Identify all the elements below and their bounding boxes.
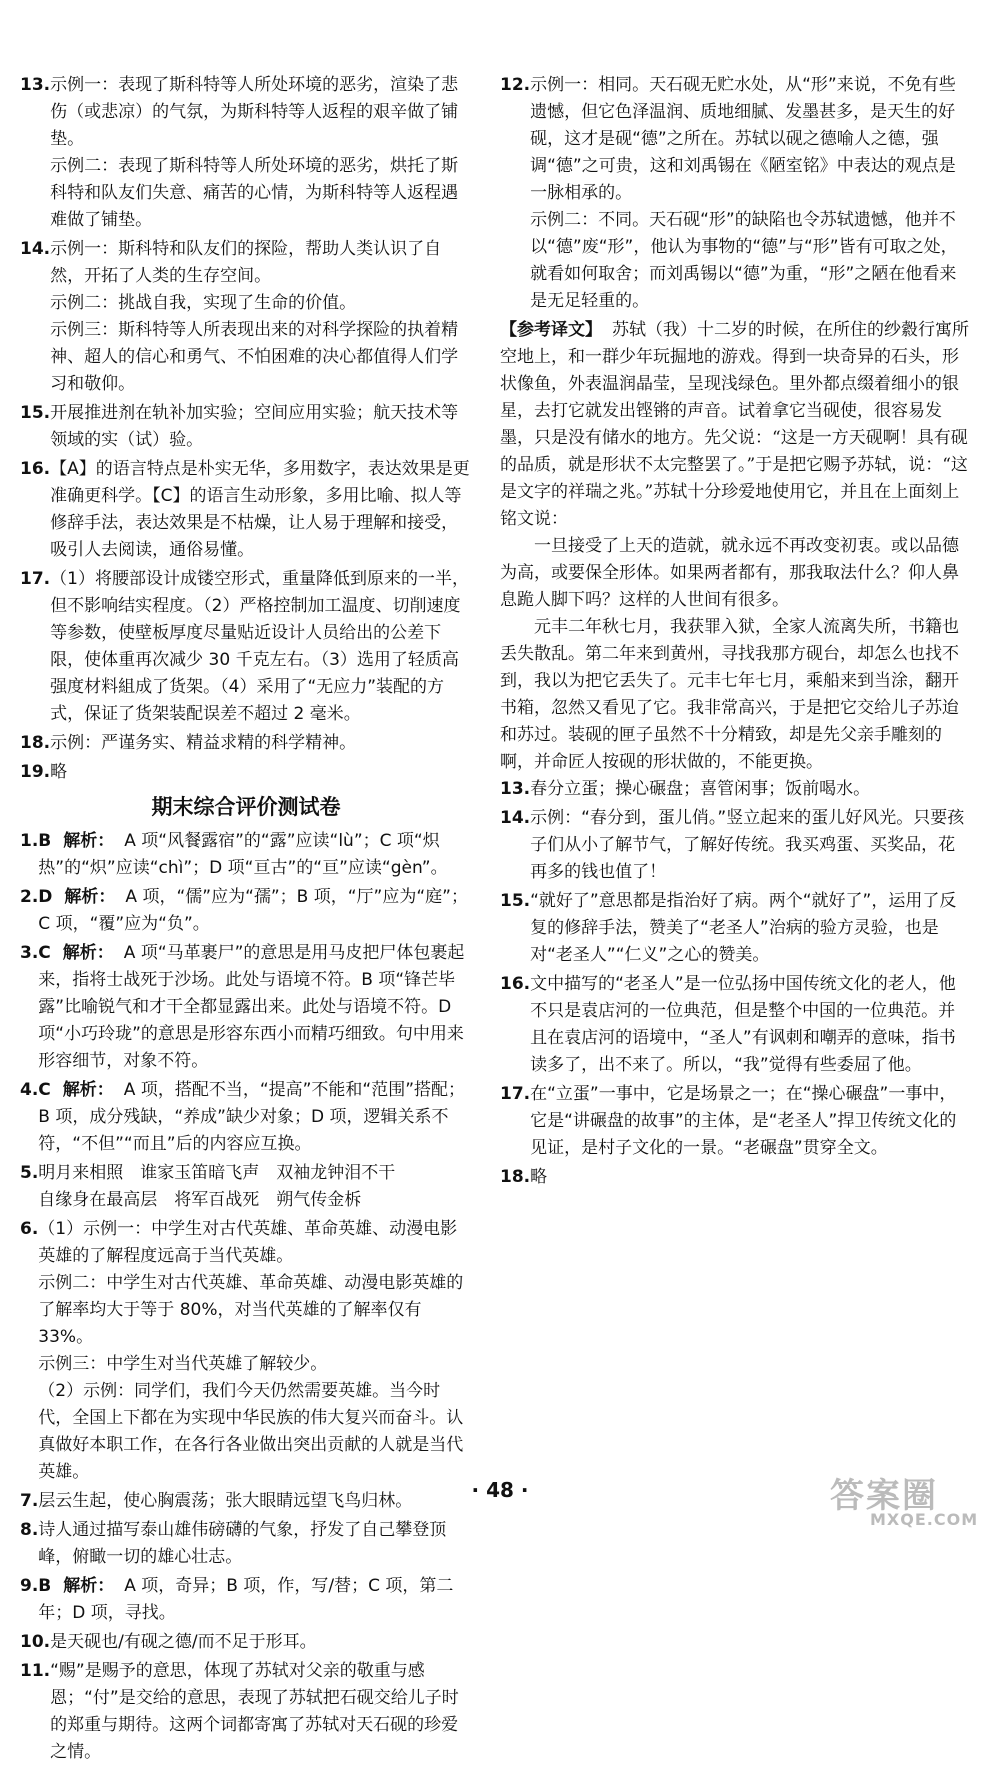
answer-12-block: [500, 72, 970, 315]
answer-number: 13.: [500, 779, 531, 799]
answer-line: [38, 1573, 472, 1627]
answer-number: 7.: [20, 1491, 39, 1511]
answer-item: [500, 72, 970, 315]
answer-number: 18.: [20, 733, 51, 753]
answer-body: [50, 1629, 472, 1656]
answer-number: 13.: [20, 75, 51, 95]
answer-body: [530, 805, 970, 886]
answer-text: “就好了”意思都是指治好了病。两个“就好了”，运用了反复的修辞手法，赞美了“老圣人”治病的验方灵验，也是对“老圣人”“仁义”之心的赞美。: [530, 891, 957, 965]
answer-text: 示例二：不同。天石砚“形”的缺陷也令苏轼遗憾，他并不以“德”废“形”，他认为事物的“德”与“形”皆有可取之处，就看如何取舍；而刘禹锡以“德”为重，“形”之陋在他看来是无足轻重的。: [530, 210, 958, 311]
analysis-label: 解析：: [62, 943, 114, 963]
translation-intro: [500, 317, 970, 533]
translation-label: 【参考译文】: [500, 320, 602, 340]
answer-text: A 项“风餐露宿”的“露”应读“lù”；C 项“炽热”的“炽”应读“chì”；D 项“亘古”的“亘”应读“gèn”。: [38, 831, 448, 878]
answer-line: [38, 1270, 472, 1351]
answer-line: [50, 1629, 472, 1656]
answer-number: 10.: [20, 1632, 51, 1652]
answer-item: [20, 940, 472, 1075]
answer-body: [50, 730, 472, 757]
answer-body: [38, 884, 472, 938]
answer-line: [38, 1216, 472, 1270]
answer-item: [20, 828, 472, 882]
answer-item: [500, 971, 970, 1079]
answer-choice: C: [38, 1080, 51, 1100]
answer-text: 示例一：相同。天石砚无贮水处，从“形”来说，不免有些遗憾，但它色泽温润、质地细腻、发墨甚多，是天生的好砚，这才是砚“德”之所在。苏轼以砚之德喻人之德，强调“德”之可贵，这和刘禹锡在《陋室铭》中表达的观点是一脉相承的。: [530, 75, 956, 203]
answer-body: [50, 400, 472, 454]
answer-item: [500, 888, 970, 969]
answer-number: 15.: [20, 403, 51, 423]
answer-text: 是天砚也/有砚之德/而不足于形耳。: [50, 1632, 317, 1652]
answer-line: [50, 1658, 472, 1766]
answer-line: [530, 72, 970, 207]
answer-item: [20, 236, 472, 398]
answer-text: 层云生起，使心胸震荡；张大眼睛远望飞鸟归林。: [38, 1491, 413, 1511]
answer-text: 春分立蛋；操心碾盘；喜管闲事；饭前喝水。: [530, 779, 871, 799]
answers-part-one: [20, 72, 472, 786]
answer-body: [50, 72, 472, 234]
answer-item: [20, 456, 472, 564]
answer-number: 9.: [20, 1576, 39, 1596]
answer-line: [38, 1351, 472, 1378]
answer-number: 1.: [20, 831, 39, 851]
answer-text: 文中描写的“老圣人”是一位弘扬中国传统文化的老人，他不只是袁店河的一位典范，但是整个中国的一位典范。并且在袁店河的语境中，“圣人”有讽刺和嘲弄的意味，指书读多了，出不来了。所以，“我”觉得有些委屈了他。: [530, 974, 956, 1075]
reference-translation: [500, 317, 970, 776]
answer-line: [50, 236, 472, 290]
answer-number: 16.: [20, 459, 51, 479]
answer-text: 示例二：中学生对古代英雄、革命英雄、动漫电影英雄的了解率均大于等于 80%，对当代英雄的了解率仅有 33%。: [38, 1273, 464, 1347]
answer-text: 自缘身在最高层 将军百战死 朔气传金柝: [38, 1190, 362, 1210]
answer-text: 在“立蛋”一事中，它是场景之一；在“操心碾盘”一事中，它是“讲碾盘的故事”的主体，是“老圣人”捍卫传统文化的见证，是村子文化的一景。“老碾盘”贯穿全文。: [530, 1084, 957, 1158]
answer-text: 诗人通过描写泰山雄伟磅礴的气象，抒发了自己攀登顶峰，俯瞰一切的雄心壮志。: [38, 1520, 447, 1567]
answer-line: [50, 153, 472, 234]
answer-choice: D: [38, 887, 53, 907]
answer-line: [530, 805, 970, 886]
translation-paragraph: 元丰二年秋七月，我获罪入狱，全家人流离失所，书籍也丢失散乱。第二年来到黄州，寻找我那方砚台，却怎么也找不到，我以为把它丢失了。元丰七年七月，乘船来到当涂，翻开书箱，忽然又看见了它。我非常高兴，于是把它交给儿子苏迨和苏过。装砚的匣子虽然不十分精致，却是先父亲手雕刻的啊，并命匠人按砚的形状做的，不能更换。: [500, 617, 959, 772]
answer-item: [20, 1160, 472, 1214]
answer-line: [38, 1077, 472, 1158]
analysis-label: 解析：: [62, 1080, 114, 1100]
answer-body: [50, 236, 472, 398]
answer-choice: B: [38, 1576, 52, 1596]
page-number: · 48 ·: [471, 1478, 529, 1502]
analysis-label: 解析：: [63, 1576, 115, 1596]
answer-line: [530, 207, 970, 315]
answer-number: 12.: [500, 75, 531, 95]
answer-text: 示例三：中学生对当代英雄了解较少。: [38, 1354, 328, 1374]
answer-body: [50, 1658, 472, 1766]
answer-number: 14.: [500, 808, 531, 828]
answers-final-exam: [20, 828, 472, 1766]
answer-line: [38, 1187, 472, 1214]
answer-number: 3.: [20, 943, 39, 963]
answer-text: A 项，奇异；B 项，作，写/替；C 项，第二年；D 项，寻找。: [38, 1576, 454, 1623]
answer-choice: C: [38, 943, 51, 963]
answer-line: [38, 1160, 472, 1187]
answer-body: [38, 1573, 472, 1627]
answer-number: 4.: [20, 1080, 39, 1100]
answer-line: [38, 940, 472, 1075]
answers-right-rest: [500, 776, 970, 1191]
watermark-url: MXQE.COM: [870, 1510, 979, 1529]
answer-line: [50, 566, 472, 728]
answer-number: 15.: [500, 891, 531, 911]
answer-body: [50, 759, 472, 786]
answer-text: 开展推进剂在轨补加实验；空间应用实验；航天技术等领域的实（试）验。: [50, 403, 459, 450]
answer-item: [20, 759, 472, 786]
answer-line: [38, 1378, 472, 1486]
answer-item: [20, 1629, 472, 1656]
answer-item: [20, 1216, 472, 1486]
answer-line: [50, 317, 472, 398]
answer-body: [530, 776, 970, 803]
answer-text: 略: [50, 762, 68, 782]
answer-text: 略: [530, 1167, 548, 1187]
answer-number: 2.: [20, 887, 39, 907]
answer-number: 19.: [20, 762, 51, 782]
watermark-logo: [830, 1468, 992, 1538]
answer-text: 示例二：表现了斯科特等人所处环境的恶劣，烘托了斯科特和队友们失意、痛苦的心情，为斯科特等人返程遇难做了铺垫。: [50, 156, 459, 230]
answer-body: [530, 971, 970, 1079]
answer-number: 14.: [20, 239, 51, 259]
answer-line: [50, 730, 472, 757]
answer-number: 8.: [20, 1520, 39, 1540]
right-column: [500, 72, 970, 1193]
answer-body: [38, 1077, 472, 1158]
answer-text: 示例：严谨务实、精益求精的科学精神。: [50, 733, 357, 753]
answer-item: [20, 1573, 472, 1627]
answer-body: [38, 1517, 472, 1571]
watermark-logo-text: 答案圈: [830, 1476, 938, 1516]
answer-number: 17.: [500, 1084, 531, 1104]
answer-item: [20, 1077, 472, 1158]
answer-text: A 项，“儒”应为“孺”；B 项，“厅”应为“庭”；C 项，“覆”应为“负”。: [38, 887, 468, 934]
answer-body: [38, 1216, 472, 1486]
answer-item: [500, 776, 970, 803]
answer-body: [530, 72, 970, 315]
answer-text: （1）将腰部设计成镂空形式，重量降低到原来的一半，但不影响结实程度。（2）严格控制加工温度、切削速度等参数，使壁板厚度尽量贴近设计人员给出的公差下限，使体重再次减少 30 千克左右。（3）选用了轻质高强度材料組成了货架。（4）采用了“无应力”装配的方式，保证了货架装配误差不超过 2 毫米。: [50, 569, 469, 724]
answer-body: [50, 566, 472, 728]
answer-text: 【A】的语言特点是朴实无华，多用数字，表达效果是更准确更科学。【C】的语言生动形象，多用比喻、拟人等修辞手法，表达效果是不枯燥，让人易于理解和接受，吸引人去阅读，通俗易懂。: [50, 459, 470, 560]
answer-number: 18.: [500, 1167, 531, 1187]
answer-line: [530, 888, 970, 969]
answer-text: A 项，搭配不当，“提高”不能和“范围”搭配；B 项，成分残缺，“养成”缺少对象；D 项，逻辑关系不符，“不但”“而且”后的内容应互换。: [38, 1080, 466, 1154]
answer-text: “赐”是赐予的意思，体现了苏轼对父亲的敬重与感恩；“付”是交给的意思，表现了苏轼把石砚交给儿子时的郑重与期待。这两个词都寄寓了苏轼对天石砚的珍爱之情。: [50, 1661, 459, 1762]
answer-text: 明月来相照 谁家玉笛暗飞声 双袖龙钟泪不干: [38, 1163, 396, 1183]
answer-text: 示例一：表现了斯科特等人所处环境的恶劣，渲染了悲伤（或悲凉）的气氛，为斯科特等人返程的艰辛做了铺垫。: [50, 75, 459, 149]
answer-body: [50, 456, 472, 564]
answer-body: [530, 1081, 970, 1162]
answer-body: [530, 1164, 970, 1191]
translation-intro-text: 苏轼（我）十二岁的时候，在所住的纱縠行寓所空地上，和一群少年玩掘地的游戏。得到一块奇异的石头，形状像鱼，外表温润晶莹，呈现浅绿色。里外都点缀着细小的银星，去打它就发出铿锵的声音。试着拿它当砚使，很容易发墨，只是没有储水的地方。先父说：“这是一方天砚啊！具有砚的品质，就是形状不太完整罢了。”于是把它赐予苏轼，说：“这是文字的祥瑞之兆。”苏轼十分珍爱地使用它，并且在上面刻上铭文说：: [500, 320, 969, 529]
answer-line: [530, 971, 970, 1079]
answer-item: [20, 400, 472, 454]
answer-line: [50, 759, 472, 786]
answer-item: [20, 1658, 472, 1766]
left-column: [20, 72, 472, 1768]
answer-item: [500, 805, 970, 886]
section-title: 期末综合评价测试卷: [151, 795, 341, 819]
answer-text: 示例一：斯科特和队友们的探险，帮助人类认识了自然，开拓了人类的生存空间。: [50, 239, 442, 286]
answer-line: [530, 776, 970, 803]
answer-line: [38, 828, 472, 882]
answer-text: 示例二：挑战自我，实现了生命的价值。: [50, 293, 357, 313]
answer-body: [38, 940, 472, 1075]
answer-line: [38, 884, 472, 938]
answer-body: [38, 1160, 472, 1214]
analysis-label: 解析：: [64, 887, 116, 907]
answer-line: [530, 1164, 970, 1191]
answer-item: [20, 884, 472, 938]
answer-body: [38, 828, 472, 882]
answer-text: 示例三：斯科特等人所表现出来的对科学探险的执着精神、超人的信心和勇气、不怕困难的决心都值得人们学习和敬仰。: [50, 320, 459, 394]
analysis-label: 解析：: [63, 831, 115, 851]
answer-line: [50, 400, 472, 454]
answer-item: [20, 72, 472, 234]
answer-line: [50, 290, 472, 317]
answer-item: [20, 566, 472, 728]
answer-number: 5.: [20, 1163, 39, 1183]
answer-text: （2）示例：同学们，我们今天仍然需要英雄。当今时代，全国上下都在为实现中华民族的伟大复兴而奋斗。认真做好本职工作，在各行各业做出突出贡献的人就是当代英雄。: [38, 1381, 464, 1482]
answer-number: 17.: [20, 569, 51, 589]
answer-line: [530, 1081, 970, 1162]
answer-text: A 项“马革裹尸”的意思是用马皮把尸体包裹起来，指将士战死于沙场。此处与语境不符。B 项“锋芒毕露”比喻锐气和才干全都显露出来。此处与语境不符。D 项“小巧玲珑”的意思是形容东西小而精巧细致。句中用来形容细节，对象不符。: [38, 943, 465, 1071]
answer-line: [50, 72, 472, 153]
answer-item: [20, 730, 472, 757]
answer-item: [20, 1517, 472, 1571]
answer-line: [50, 456, 472, 564]
answer-number: 6.: [20, 1219, 39, 1239]
answer-item: [500, 1164, 970, 1191]
answer-item: [500, 1081, 970, 1162]
answer-line: [38, 1517, 472, 1571]
answer-body: [530, 888, 970, 969]
answer-text: （1）示例一：中学生对古代英雄、革命英雄、动漫电影英雄的了解程度远高于当代英雄。: [38, 1219, 458, 1266]
answer-number: 16.: [500, 974, 531, 994]
answer-choice: B: [38, 831, 52, 851]
answer-text: 示例：“春分到，蛋儿俏。”竖立起来的蛋儿好风光。只要孩子们从小了解节气，了解好传统。我买鸡蛋、买奖品，花再多的钱也值了！: [530, 808, 965, 882]
translation-paragraph: 一旦接受了上天的造就，就永远不再改变初衷。或以品德为高，或要保全形体。如果两者都有，那我取法什么？仰人鼻息跪人脚下吗？这样的人世间有很多。: [500, 536, 959, 610]
answer-number: 11.: [20, 1661, 51, 1681]
